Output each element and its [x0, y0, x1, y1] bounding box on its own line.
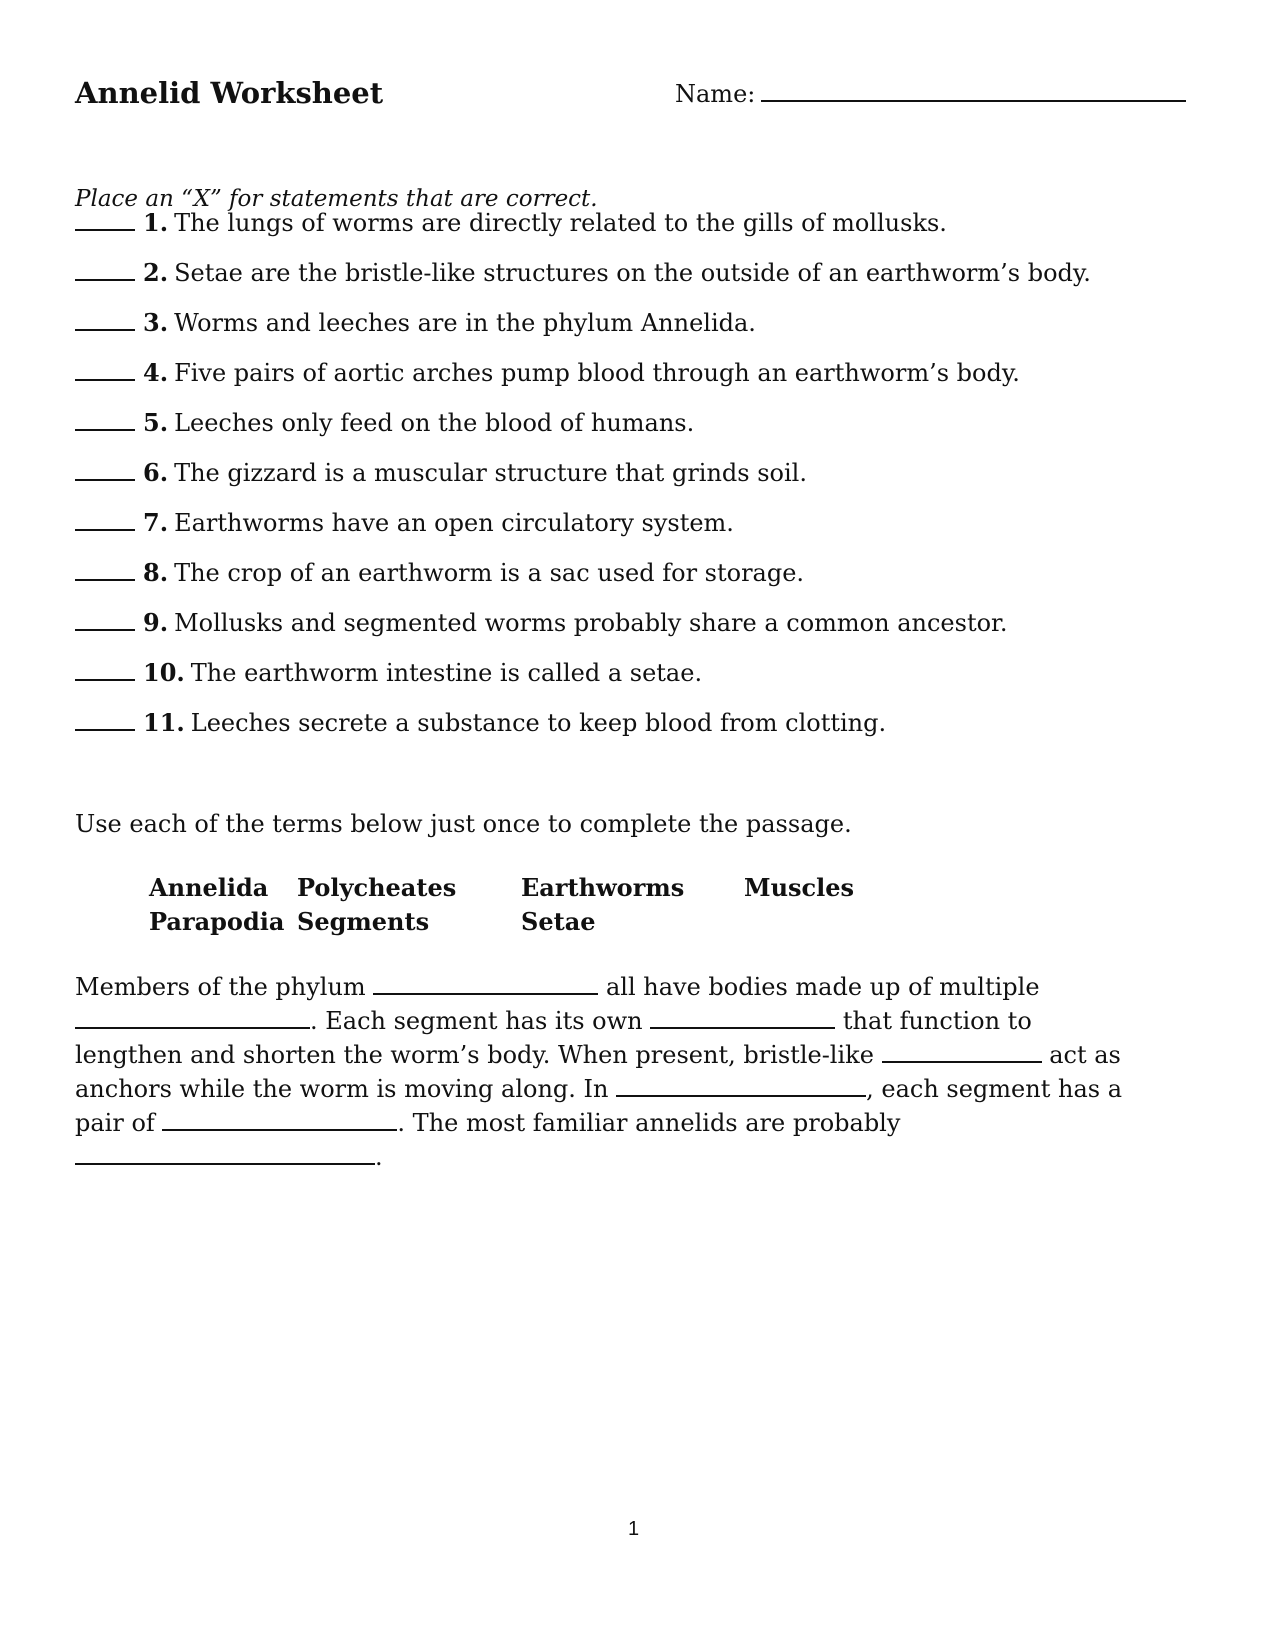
passage-text: act as [1049, 1041, 1121, 1069]
term-segments: Segments [297, 907, 430, 936]
statement-text: Leeches secrete a substance to keep blood from clotting. [190, 709, 887, 737]
statement-1 [75, 208, 947, 237]
answer-blank[interactable] [75, 561, 135, 581]
term-polycheates: Polycheates [297, 873, 457, 902]
statement-number: 9. [143, 608, 169, 637]
statement-text: The crop of an earthworm is a sac used for storage. [174, 559, 805, 587]
statement-text: The lungs of worms are directly related to the gills of mollusks. [174, 209, 947, 237]
statement-7 [75, 508, 734, 537]
statement-2 [75, 258, 1091, 287]
passage-text: lengthen and shorten the worm’s body. When present, bristle-like [75, 1041, 874, 1069]
term-parapodia: Parapodia [149, 907, 285, 936]
passage-line-3 [75, 1041, 1121, 1069]
term-annelida: Annelida [149, 873, 269, 902]
passage-text: pair of [75, 1109, 155, 1137]
worksheet-title: Annelid Worksheet [75, 76, 384, 110]
answer-blank[interactable] [75, 711, 135, 731]
name-field [675, 80, 1186, 108]
answer-blank[interactable] [75, 411, 135, 431]
term-setae: Setae [521, 907, 596, 936]
statement-8 [75, 558, 804, 587]
passage-line-5 [75, 1109, 900, 1137]
answer-blank[interactable] [75, 361, 135, 381]
answer-blank[interactable] [75, 211, 135, 231]
passage-text: Members of the phylum [75, 973, 366, 1001]
passage-line-6 [75, 1143, 383, 1171]
passage-text: all have bodies made up of multiple [605, 973, 1040, 1001]
passage-text: anchors while the worm is moving along. In [75, 1075, 609, 1103]
statement-text: Setae are the bristle-like structures on the outside of an earthworm’s body. [174, 259, 1091, 287]
passage-text: , each segment has a [866, 1075, 1122, 1103]
passage-blank-2[interactable] [75, 1009, 310, 1029]
passage-text: . [375, 1143, 383, 1171]
passage-text: . Each segment has its own [310, 1007, 643, 1035]
statement-text: Leeches only feed on the blood of humans. [174, 409, 695, 437]
passage-line-2 [75, 1007, 1032, 1035]
statement-5 [75, 408, 694, 437]
statement-3 [75, 308, 756, 337]
statement-text: Five pairs of aortic arches pump blood through an earthworm’s body. [174, 359, 1020, 387]
statement-text: The earthworm intestine is called a setae. [190, 659, 703, 687]
passage-blank-1[interactable] [373, 975, 598, 995]
name-blank[interactable] [761, 80, 1186, 102]
passage-blank-4[interactable] [882, 1043, 1042, 1063]
page-number: 1 [628, 1518, 640, 1540]
part2-instructions: Use each of the terms below just once to complete the passage. [75, 810, 852, 838]
answer-blank[interactable] [75, 461, 135, 481]
passage-text: that function to [842, 1007, 1032, 1035]
statement-4 [75, 358, 1020, 387]
statement-10 [75, 658, 702, 687]
passage-text: . The most familiar annelids are probably [397, 1109, 901, 1137]
statement-number: 7. [143, 508, 169, 537]
statement-number: 2. [143, 258, 169, 287]
answer-blank[interactable] [75, 511, 135, 531]
statement-number: 10. [143, 658, 185, 687]
answer-blank[interactable] [75, 261, 135, 281]
statement-9 [75, 608, 1008, 637]
statement-11 [75, 708, 886, 737]
answer-blank[interactable] [75, 661, 135, 681]
passage-blank-3[interactable] [650, 1009, 835, 1029]
passage-blank-7[interactable] [75, 1145, 375, 1165]
statement-text: The gizzard is a muscular structure that grinds soil. [174, 459, 807, 487]
answer-blank[interactable] [75, 311, 135, 331]
statement-text: Mollusks and segmented worms probably share a common ancestor. [174, 609, 1008, 637]
statement-text: Worms and leeches are in the phylum Annelida. [174, 309, 756, 337]
statement-6 [75, 458, 807, 487]
passage-blank-5[interactable] [616, 1077, 866, 1097]
term-muscles: Muscles [744, 873, 855, 902]
statement-number: 3. [143, 308, 169, 337]
statement-number: 4. [143, 358, 169, 387]
term-earthworms: Earthworms [521, 873, 685, 902]
name-label: Name: [675, 80, 756, 108]
statement-text: Earthworms have an open circulatory system. [174, 509, 734, 537]
statement-number: 6. [143, 458, 169, 487]
part1-instructions: Place an “X” for statements that are correct. [75, 186, 598, 212]
statement-number: 11. [143, 708, 185, 737]
statement-number: 8. [143, 558, 169, 587]
passage-line-4 [75, 1075, 1122, 1103]
statement-number: 1. [143, 208, 169, 237]
passage-blank-6[interactable] [162, 1111, 397, 1131]
statement-number: 5. [143, 408, 169, 437]
answer-blank[interactable] [75, 611, 135, 631]
passage-line-1 [75, 973, 1040, 1001]
